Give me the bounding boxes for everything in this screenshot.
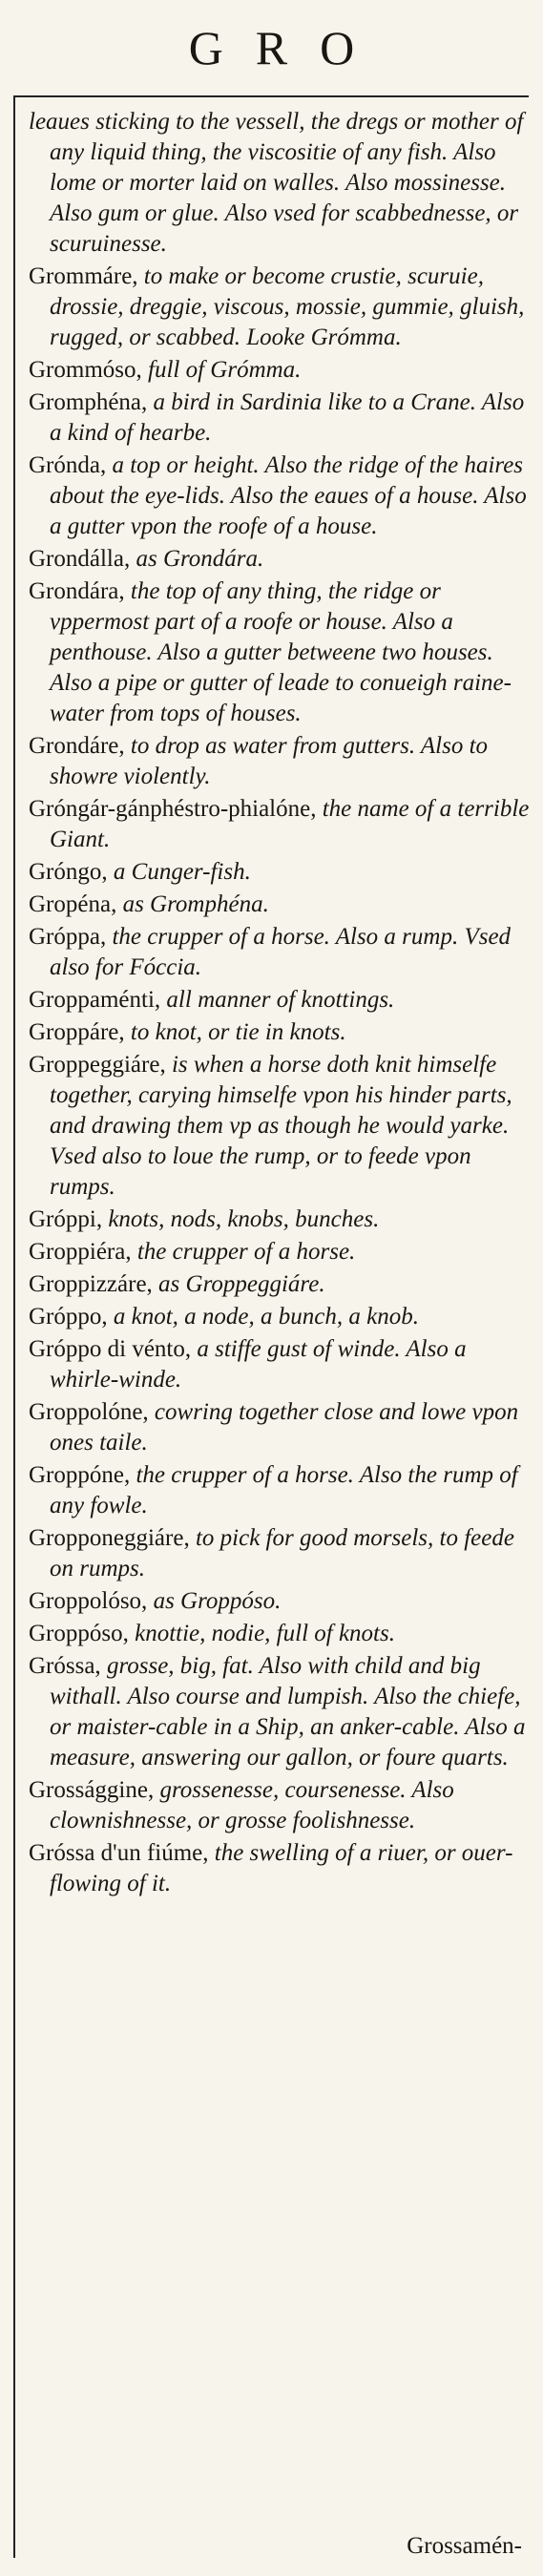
entry-headword: Gróngo,: [29, 859, 108, 885]
dictionary-entry: [29, 1334, 530, 1395]
entry-headword: Gromphéna,: [29, 389, 148, 415]
dictionary-entry: [29, 262, 530, 353]
dictionary-entry: [29, 1050, 530, 1203]
dictionary-entry: [29, 1237, 530, 1267]
entry-definition: a bird in Sardinia like to a Crane. Also a kind of hearbe.: [50, 389, 525, 446]
entry-definition: the name of a terrible Giant.: [50, 796, 530, 852]
entry-headword: Grommáre,: [29, 263, 138, 289]
entry-headword: Groppizzáre,: [29, 1271, 153, 1297]
entry-definition: to drop as water from gutters. Also to showre violently.: [50, 733, 489, 789]
entry-headword: Grondálla,: [29, 546, 131, 572]
dictionary-entry: [29, 1838, 530, 1899]
entry-definition: cowring together close and lowe vpon ones taile.: [50, 1399, 519, 1456]
entry-headword: Gropéna,: [29, 891, 117, 917]
entry-headword: Grommóso,: [29, 357, 142, 383]
dictionary-entry: [29, 450, 530, 542]
dictionary-entry: [29, 1397, 530, 1458]
entry-headword: Gróppa,: [29, 924, 107, 950]
entry-headword: Gróppi,: [29, 1206, 103, 1232]
dictionary-entry: [29, 794, 530, 855]
entry-headword: Gropponeggiáre,: [29, 1525, 190, 1551]
entry-definition: a knot, a node, a bunch, a knob.: [107, 1304, 419, 1330]
entry-definition: the swelling of a riuer, or ouer-flowing of it.: [50, 1840, 513, 1896]
entry-definition: as Grondára.: [130, 546, 264, 572]
entry-definition: to make or become crustie, scuruie, drossie, dreggie, viscous, mossie, gummie, gluish, rugged, or scabbed. Looke Grómma.: [50, 263, 525, 350]
catchword: Grossamén-: [407, 2533, 522, 2559]
dictionary-entry: [29, 1523, 530, 1584]
entry-definition: to pick for good morsels, to feede on rumps.: [50, 1525, 514, 1581]
dictionary-entry: [29, 1302, 530, 1332]
entry-definition: grosse, big, fat. Also with child and big withall. Also course and lumpish. Also the chiefe, or maister-cable in a Ship, an anker-cable. Also a measure, answering our gallon, or foure quarts.: [50, 1653, 526, 1770]
entry-headword: Grónda,: [29, 452, 107, 478]
entry-definition: knots, nods, knobs, bunches.: [102, 1206, 380, 1232]
entry-headword: Groppáre,: [29, 1019, 125, 1045]
entry-definition: a stiffe gust of winde. Also a whirle-winde.: [50, 1336, 467, 1393]
dictionary-entry: [29, 1269, 530, 1300]
page-header: [0, 0, 543, 95]
entry-definition: knottie, nodie, full of knots.: [128, 1621, 395, 1646]
entry-headword: Groppolóne,: [29, 1399, 149, 1425]
dictionary-entry: [29, 922, 530, 983]
entry-definition: the top of any thing, the ridge or vppermost part of a roofe or house. Also a penthouse. Also a gutter betweene two houses. Also a pipe or gutter of leade to conueigh raine-water from tops of houses.: [50, 578, 512, 726]
entry-definition: all manner of knottings.: [160, 987, 395, 1013]
dictionary-entry: [29, 857, 530, 888]
entry-headword: Grossággine,: [29, 1777, 155, 1803]
column-rule: [13, 95, 15, 2558]
entry-headword: Gróssa,: [29, 1653, 101, 1679]
entry-headword: Gróngár-gánphéstro-phialóne,: [29, 796, 317, 822]
entry-definition: the crupper of a horse. Also a rump. Vsed also for Fóccia.: [50, 924, 512, 980]
header-rule: [13, 95, 529, 97]
entry-list: [29, 107, 530, 1901]
entry-definition: as Gromphéna.: [116, 891, 269, 917]
entry-headword: Grondáre,: [29, 733, 125, 759]
dictionary-entry: [29, 576, 530, 729]
entry-definition: a Cunger-fish.: [107, 859, 251, 885]
entry-headword: Groppolóso,: [29, 1588, 148, 1614]
dictionary-entry: [29, 1460, 530, 1521]
entry-headword: Gróssa d'un fiúme,: [29, 1840, 209, 1866]
entry-headword: Groppiéra,: [29, 1239, 132, 1265]
entry-definition: full of Grómma.: [141, 357, 302, 383]
dictionary-entry: [29, 1586, 530, 1617]
entry-definition: grossenesse, coursenesse. Also clownishnesse, or grosse foolishnesse.: [50, 1777, 454, 1833]
dictionary-entry: [29, 1017, 530, 1048]
entry-headword: Groppaménti,: [29, 987, 161, 1013]
dictionary-entry: [29, 731, 530, 792]
entry-headword: Grondára,: [29, 578, 125, 604]
dictionary-entry: [29, 1775, 530, 1836]
entry-definition: the crupper of a horse.: [131, 1239, 356, 1265]
dictionary-entry: [29, 890, 530, 920]
entry-definition: leaues sticking to the vessell, the dregs or mother of any liquid thing, the viscositie of any fish. Also lome or morter laid on walles. Also mossinesse. Also gum or glue. Also vsed for scabbednesse, or scuruinesse.: [29, 109, 524, 257]
dictionary-entry: [29, 1651, 530, 1773]
page-title: GRO: [188, 21, 387, 74]
entry-headword: Groppóso,: [29, 1621, 129, 1646]
dictionary-entry: [29, 1619, 530, 1649]
entry-headword: Groppóne,: [29, 1462, 131, 1488]
entry-definition: to knot, or tie in knots.: [124, 1019, 346, 1045]
dictionary-entry: [29, 985, 530, 1016]
entry-definition: as Groppóso.: [147, 1588, 282, 1614]
dictionary-entry: [29, 544, 530, 575]
entry-definition: a top or height. Also the ridge of the haires about the eye-lids. Also the eaues of a house. Also a gutter vpon the roofe of a house.: [50, 452, 527, 539]
entry-headword: Gróppo,: [29, 1304, 108, 1330]
entry-headword: Groppeggiáre,: [29, 1052, 166, 1078]
dictionary-entry: [29, 1204, 530, 1235]
dictionary-entry: [29, 107, 530, 260]
entry-definition: is when a horse doth knit himselfe together, carying himselfe vpon his hinder parts, and drawing them vp as though he would yarke. Vsed also to loue the rump, or to feede vpon rumps.: [50, 1052, 512, 1200]
dictionary-entry: [29, 355, 530, 386]
dictionary-entry: [29, 387, 530, 449]
entry-headword: Gróppo di vénto,: [29, 1336, 192, 1362]
entry-definition: as Groppeggiáre.: [152, 1271, 325, 1297]
entry-definition: the crupper of a horse. Also the rump of any fowle.: [50, 1462, 518, 1518]
